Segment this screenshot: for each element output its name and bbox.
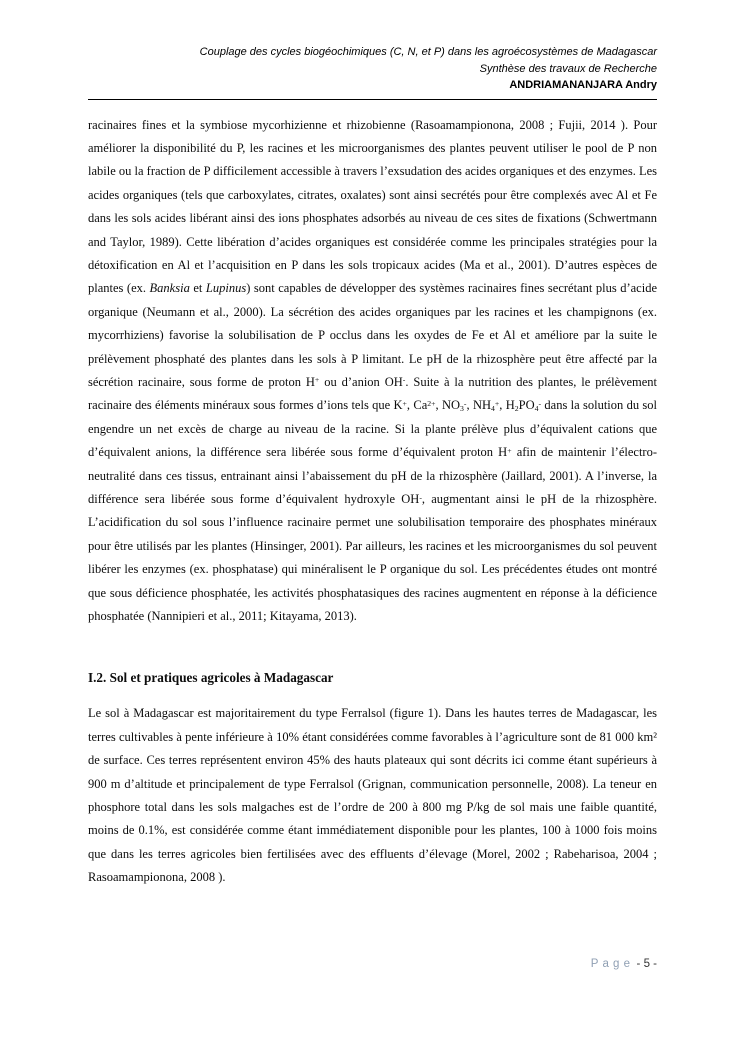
header-divider	[88, 99, 657, 100]
text-run: 2	[514, 403, 519, 413]
text-run: et	[189, 281, 206, 296]
text-run: -	[538, 398, 542, 408]
text-run: , NH	[466, 398, 492, 413]
text-run: dans la solution du sol engendre un net excès de charge au niveau de la racine. Si la plante prélève plus d’équivalent cations que d’équivalent anions, la différence sera libérée sous forme d’équivalent proton H	[88, 398, 658, 460]
page-header	[88, 44, 657, 100]
text-run: , NO	[435, 398, 461, 413]
text-run: +	[402, 398, 407, 408]
text-run: ) sont capables de développer des systèmes racinaires fines secrétant plus d’acide organique (Neumann et al., 2000). La sécrétion des acides organiques par les racines et les champignons (ex. mycorrhiziens) favorise la solubilisation de P occlus dans les oxydes de Fe et Al et améliore par la suite le prélèvement phosphaté des plantes dans les sols à P limitant. Le pH de la rhizosphère peut être affecté par la sécrétion racinaire, sous forme de proton H	[88, 281, 657, 389]
page-footer	[591, 956, 657, 972]
text-run: PO	[518, 398, 535, 413]
footer-page-number: - 5 -	[636, 958, 657, 970]
text-run: Banksia	[149, 281, 190, 296]
text-run: +	[507, 445, 512, 455]
text-run: -	[402, 375, 406, 385]
text-run: afin de maintenir l’électro-neutralité dans ces tissus, entrainant ainsi l’abaissement du pH de la rhizosphère (Jaillard, 2001). A l’inverse, la différence sera libérée sous forme d’équivalent hydroxyle OH	[88, 445, 657, 506]
text-run: Lupinus	[205, 281, 247, 296]
text-run: , H	[499, 398, 515, 413]
text-run: +	[314, 375, 320, 385]
text-run: -	[463, 398, 467, 408]
text-run: 3	[460, 403, 464, 413]
footer-page-label: P a g e	[590, 958, 631, 970]
text-run: racinaires fines et la symbiose mycorhizienne et rhizobienne (Rasoamampionona, 2008 ; Fujii, 2014 ). Pour améliorer la disponibilité du P, les racines et les microorganismes des plantes peuvent utiliser le pool de P non labile ou la fraction de P difficilement accessible à travers l’exsudation des acides organiques et des enzymes. Les acides organiques (tels que carboxylates, citrates, oxalates) sont ainsi secrétés pour être complexés avec Al et Fe dans les sols acides libérant ainsi des ions phosphates adsorbés au niveau de ces sites de fixations (Schwertmann and Taylor, 1989). Cette libération d’acides organiques est considérée comme les principales stratégies pour la détoxification en Al et l’acquisition en P dans les sols tropicaux acides (Ma et al., 2001). D’autres espèces de plantes (ex.	[88, 117, 658, 296]
text-run: ou d’anion OH	[319, 374, 403, 389]
header-author: ANDRIAMANANJARA Andry	[509, 79, 657, 91]
text-run: . Suite à la nutrition des plantes, le prélèvement racinaire des éléments minéraux sous formes d’ions tels que K	[88, 374, 657, 413]
document-body	[88, 114, 657, 890]
text-run: , Ca	[406, 398, 428, 413]
header-subtitle: Synthèse des travaux de Recherche	[479, 62, 657, 75]
paragraph-2	[88, 702, 657, 889]
text-run: +	[494, 398, 500, 408]
header-title: Couplage des cycles biogéochimiques (C, N, et P) dans les agroécosystèmes de Madagascar	[199, 46, 657, 58]
text-run: 4	[534, 403, 539, 413]
text-run: -	[419, 492, 422, 502]
paragraph-1	[88, 114, 657, 629]
text-run: , augmentant ainsi le pH de la rhizosphère. L’acidification du sol sous l’influence racinaire permet une solubilisation temporaire des phosphates minéraux pour être utilisés par les plantes (Hinsinger, 2001). Par ailleurs, les racines et les microorganismes du sol peuvent libérer les enzymes (ex. phosphatase) qui minéralisent le P organique du sol. Les précédentes études ont montré que sous déficience phosphatée, les activités phosphatasiques des racines augmentent en réponse à la déficience phosphatée (Nannipieri et al., 2011; Kitayama, 2013).	[88, 492, 657, 624]
text-run: 4	[491, 403, 495, 413]
text-run: 2+	[427, 398, 436, 408]
text-run: Le sol à Madagascar est majoritairement du type Ferralsol (figure 1). Dans les hautes terres de Madagascar, les terres cultivables à pente inférieure à 10% étant considérées comme favorables à l’agriculture sont de 81 000 km² de surface. Ces terres représentent environ 45% des hauts plateaux qui sont décrits ici comme étant supérieurs à 900 m d’altitude et principalement de type Ferralsol (Grignan, communication personnelle, 2008). La teneur en phosphore total dans les sols malgaches est de l’ordre de 200 à 800 mg P/kg de sol mais une faible quantité, moins de 0.1%, est considérée comme étant immédiatement disponible pour les plantes, 100 à 1000 fois moins que dans les terres agricoles bien fertilisées avec des effluents d’élevage (Morel, 2002 ; Rabeharisoa, 2004 ; Rasoamampionona, 2008 ).	[88, 706, 657, 885]
section-heading: I.2. Sol et pratiques agricoles à Madagascar	[88, 670, 334, 686]
